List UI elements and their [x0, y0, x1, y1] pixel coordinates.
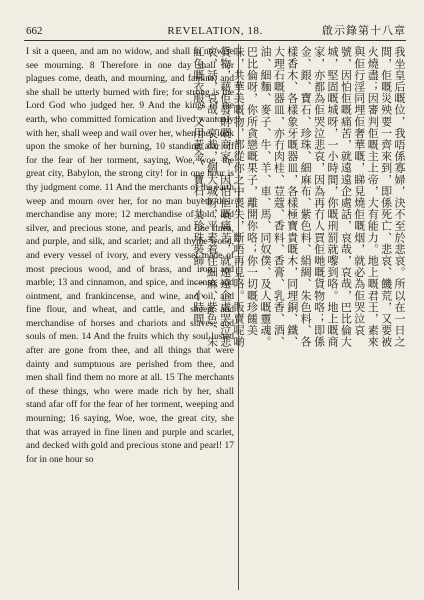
chinese-text: 我坐皇后嘅位，我唔係寡婦，決不至於悲哀。所以在一日之間，佢嘅災殃要一齊來到，即係死亡、悲哀、饑荒，又要被火燒盡；因審判佢嘅主上帝，大有能力。地上嘅君王，素來與佢行淫同埋佢奢華嘅，睇見燒佢嘅烟，就必為佢哭泣哀號，因怕佢嘅痛苦，就遠遠企處話，哀哉，哀哉，巴比倫大城，堅固嘅城呀，一小時間，你嘅刑罰就嚟到咯。地上嘅商家，亦都為佢哭泣悲哀，因為再冇人買佢哋嘅貨物咯；即係金、銀、寶石、珍珠、細麻布、紫色料、絹綢、朱色料、各樣香木、各樣象牙嘅器皿，各樣極寶貴嘅木，同埋銅、鐵、大理石嘅器皿，亦冇肉桂、荳蔻、香料、香膏、乳香、酒、油、細麵、麥子、牛、羊、車、馬、同奴僕、及人嘅靈魂。巴比倫呀，你所貪戀嘅果子，離開你咯；你一切嘅珍饈美味，共華美嘅物，都從你之中喪失，斷唔再見咯。販賣呢啲貨物，藉佢發財嘅商家，因怕佢嘅痛苦，就遠遠企處哭泣悲哀，話，哀哉，哀哉，個大城呀，平素着住細麻、紫色、朱紅色嘅衣服，又用黃金、寶石、共珍珠裝飾。一小時間: [191, 46, 406, 348]
header-rule: [24, 40, 406, 41]
chinese-column: [191, 46, 406, 356]
running-header: [24, 24, 406, 38]
page-number: 662: [26, 25, 43, 37]
chinese-title: 啟示錄第十八章: [322, 25, 406, 37]
english-text: I sit a queen, and am no widow, and shall in no wise see mourning. 8 Therefore in one day shall her plagues come, death, and mourning, and famine; and she shall be utterly burned with fire; for strong is the Lord God who judged her. 9 And the kings of the earth, who committed fornication and lived wantonly with her, shall weep and wail over her, when they look upon the smoke of her burning, 10 standing afar off for the fear of her torment, saying, Woe, woe, the great city, Babylon, the strong city! for in one hour is thy judgment come. 11 And the merchants of the earth weep and mourn over her, for no man buyeth their merchandise any more; 12 merchandise of gold, and silver, and precious stone, and pearls, and fine linen, and purple, and silk, and scarlet; and all thyine wood, and every vessel of ivory, and every vessel made of most precious wood, and of brass, and iron, and marble; 13 and cinnamon, and spice, and incense, and ointment, and frankincense, and wine, and oil, and fine flour, and wheat, and cattle, and sheep; and merchandise of horses and chariots and slaves; and souls of men. 14 And the fruits which thy soul lusted after are gone from thee, and all things that were dainty and sumptuous are perished from thee, and men shall find them no more at all. 15 The merchants of these things, who were made rich by her, shall stand afar off for the fear of her torment, weeping and mourning; 16 saying, Woe, woe, the great city, she that was arrayed in fine linen and purple and scarlet, and decked with gold and precious stone and pearl! 17 for in one hour so: [26, 47, 234, 465]
english-title: REVELATION, 18.: [167, 25, 263, 37]
